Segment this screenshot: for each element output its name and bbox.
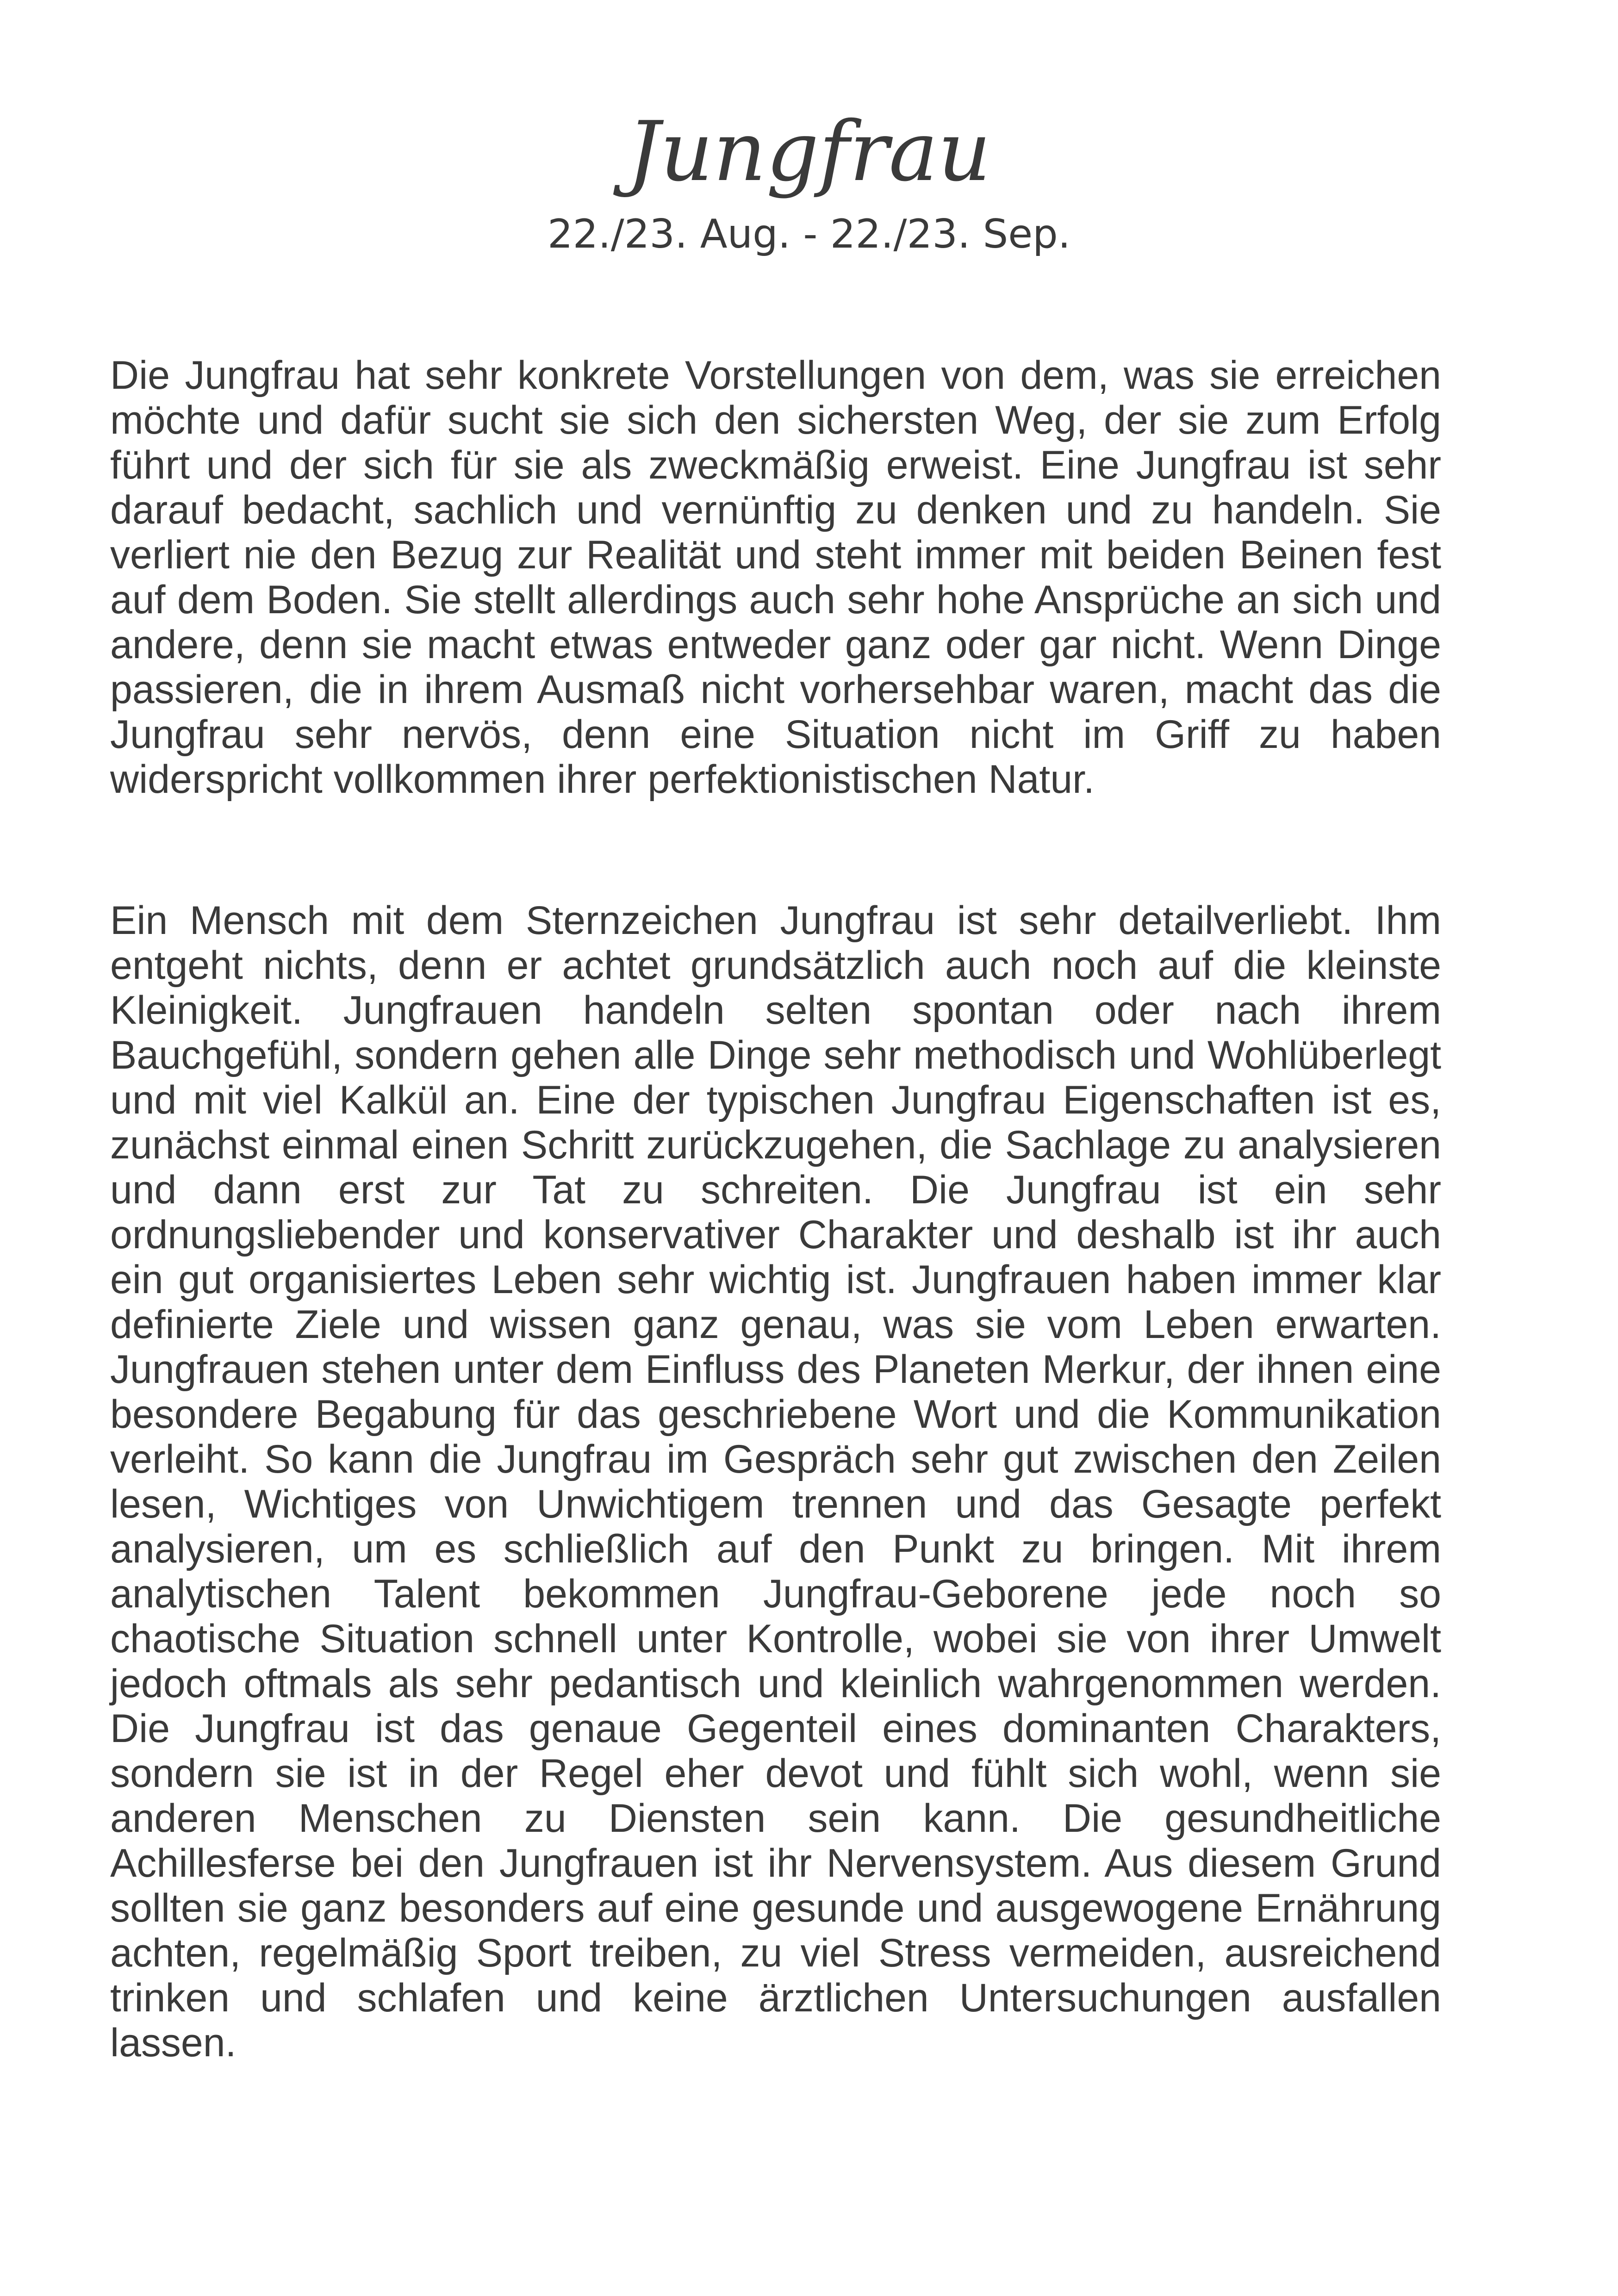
body-paragraph-2: Ein Mensch mit dem Sternzeichen Jungfrau ist sehr detailverliebt. Ihm entgeht nichts, denn er achtet grundsätzlich auch noch auf die kleinste Kleinigkeit. Jungfrauen handeln selten spontan oder nach ihrem Bauchgefühl, sondern gehen alle Dinge sehr methodisch und Wohlüberlegt und mit viel Kalkül an. Eine der typischen Jungfrau Eigenschaften ist es, zunächst einmal einen Schritt zurückzugehen, die Sachlage zu analysieren und dann erst zur Tat zu schreiten. Die Jungfrau ist ein sehr ordnungsliebender und konservativer Charakter und deshalb ist ihr auch ein gut organisiertes Leben sehr wichtig ist. Jungfrauen haben immer klar definierte Ziele und wissen ganz genau, was sie vom Leben erwarten. Jungfrauen stehen unter dem Einfluss des Planeten Merkur, der ihnen eine besondere Begabung für das geschriebene Wort und die Kommunikation verleiht. So kann die Jungfrau im Gespräch sehr gut zwischen den Zeilen lesen, Wichtiges von Unwichtigem trennen und das Gesagte perfekt analysieren, um es schließlich auf den Punkt zu bringen. Mit ihrem analytischen Talent bekommen Jungfrau-Geborene jede noch so chaotische Situation schnell unter Kontrolle, wobei sie von ihrer Umwelt jedoch oftmals als sehr pedantisch und kleinlich wahrgenommen werden. Die Jungfrau ist das genaue Gegenteil eines dominanten Charakters, sondern sie ist in der Regel eher devot und fühlt sich wohl, wenn sie anderen Menschen zu Diensten sein kann. Die gesundheitliche Achillesferse bei den Jungfrauen ist ihr Nervensystem. Aus diesem Grund sollten sie ganz besonders auf eine gesunde und ausgewogene Ernährung achten, regelmäßig Sport treiben, zu viel Stress vermeiden, ausreichend trinken und schlafen und keine ärztlichen Untersuchungen ausfallen lassen.: [110, 898, 1441, 2065]
body-paragraph-1: Die Jungfrau hat sehr konkrete Vorstellungen von dem, was sie erreichen möchte und dafür sucht sie sich den sichersten Weg, der sie zum Erfolg führt und der sich für sie als zweckmäßig erweist. Eine Jungfrau ist sehr darauf bedacht, sachlich und vernünftig zu denken und zu handeln. Sie verliert nie den Bezug zur Realität und steht immer mit beiden Beinen fest auf dem Boden. Sie stellt allerdings auch sehr hohe Ansprüche an sich und andere, denn sie macht etwas entweder ganz oder gar nicht. Wenn Dinge passieren, die in ihrem Ausmaß nicht vorhersehbar waren, macht das die Jungfrau sehr nervös, denn eine Situation nicht im Griff zu haben widerspricht vollkommen ihrer perfektionistischen Natur.: [110, 353, 1441, 802]
page-title: Jungfrau: [627, 104, 991, 199]
date-range-subtitle: 22./23. Aug. - 22./23. Sep.: [547, 211, 1071, 257]
